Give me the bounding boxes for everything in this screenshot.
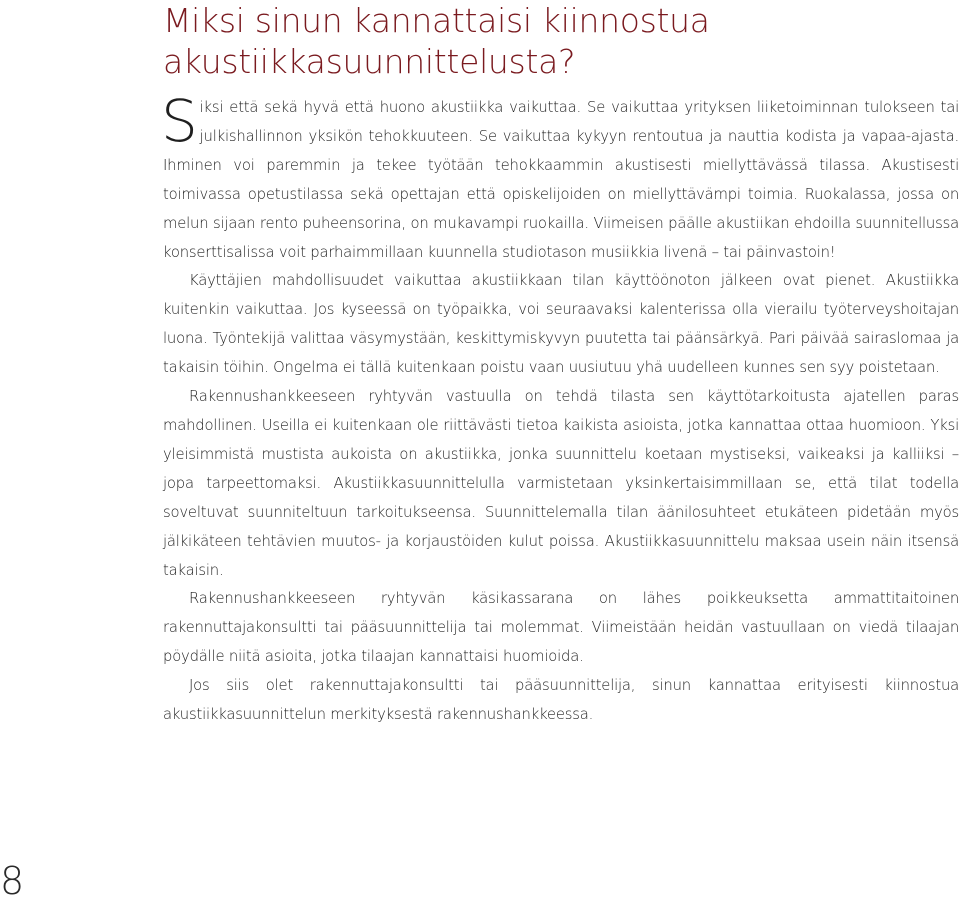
page-number: 8 bbox=[0, 859, 25, 903]
article-body bbox=[161, 87, 959, 730]
paragraph-1 bbox=[161, 87, 959, 267]
paragraph-4: Rakennushankkeeseen ryhtyvän käsikassarana on lähes poikkeuksetta ammattitaitoinen rakennuttajakonsultti tai pääsuunnittelija tai molemmat. Viimeistään heidän vastuullaan on viedä tilaajan pöydälle niitä asioita, jotka tilaajan kannattaisi huomioida. bbox=[163, 590, 959, 666]
page-title: Miksi sinun kannattaisi kiinnostua akustiikkasuunnittelusta? bbox=[163, 1, 710, 81]
paragraph-3: Rakennushankkeeseen ryhtyvän vastuulla on tehdä tilasta sen käyttötarkoitusta ajatellen paras mahdollinen. Useilla ei kuitenkaan ole riittävästi tietoa kaikista asioista, jotka kannattaa ottaa huomioon. Yksi yleisimmistä mustista aukoista on akustiikka, jonka suunnittelu koetaan mystiseksi, vaikeaksi ja kalliiksi – jopa tarpeettomaksi. Akustiikkasuunnittelulla varmistetaan yksinkertaisimmillaan se, että tilat todella soveltuvat suunniteltuun tarkoitukseensa. Suunnittelemalla tilan äänilosuhteet etukäteen pidetään myös jälkikäteen tehtävien muutos- ja korjaustöiden kulut poissa. Akustiikkasuunnittelu maksaa usein näin itsensä takaisin. bbox=[163, 388, 959, 579]
paragraph-2: Käyttäjien mahdollisuudet vaikuttaa akustiikkaan tilan käyttöönoton jälkeen ovat pienet. Akustiikka kuitenkin vaikuttaa. Jos kyseessä on työpaikka, voi seuraavaksi kalenterissa olla vierailu työterveyshoitajan luona. Työntekijä valittaa väsymystään, keskittymiskyvyn puutetta tai päänsärkyä. Pari päivää sairaslomaa ja takaisin töihin. Ongelma ei tällä kuitenkaan poistu vaan uusiutuu yhä uudelleen kunnes sen syy poistetaan. bbox=[163, 272, 959, 377]
drop-cap: S bbox=[161, 87, 198, 155]
paragraph-5: Jos siis olet rakennuttajakonsultti tai pääsuunnittelija, sinun kannattaa erityisesti kiinnostua akustiikkasuunnittelun merkityksestä rakennushankkeessa. bbox=[163, 677, 959, 724]
paragraph-1-text: iksi että sekä hyvä että huono akustiikka vaikuttaa. Se vaikuttaa yrityksen liiketoiminnan tulokseen tai julkishallinnon yksikön tehokkuuteen. Se vaikuttaa kykyyn rentoutua ja nauttia kodista ja vapaa-ajasta. Ihminen voi paremmin ja tekee työtään tehokkaammin akustisesti miellyttävässä tilassa. Akustisesti toimivassa opetustilassa sekä opettajan että opiskelijoiden on miellyttävämpi toimia. Ruokalassa, jossa on melun sijaan rento puheensorina, on mukavampi ruokailla. Viimeisen päälle akustiikan ehdoilla suunnitellussa konserttisalissa voit parhaimmillaan kuunnella studiotason musiikkia livenä – tai päinvastoin! bbox=[163, 99, 959, 261]
